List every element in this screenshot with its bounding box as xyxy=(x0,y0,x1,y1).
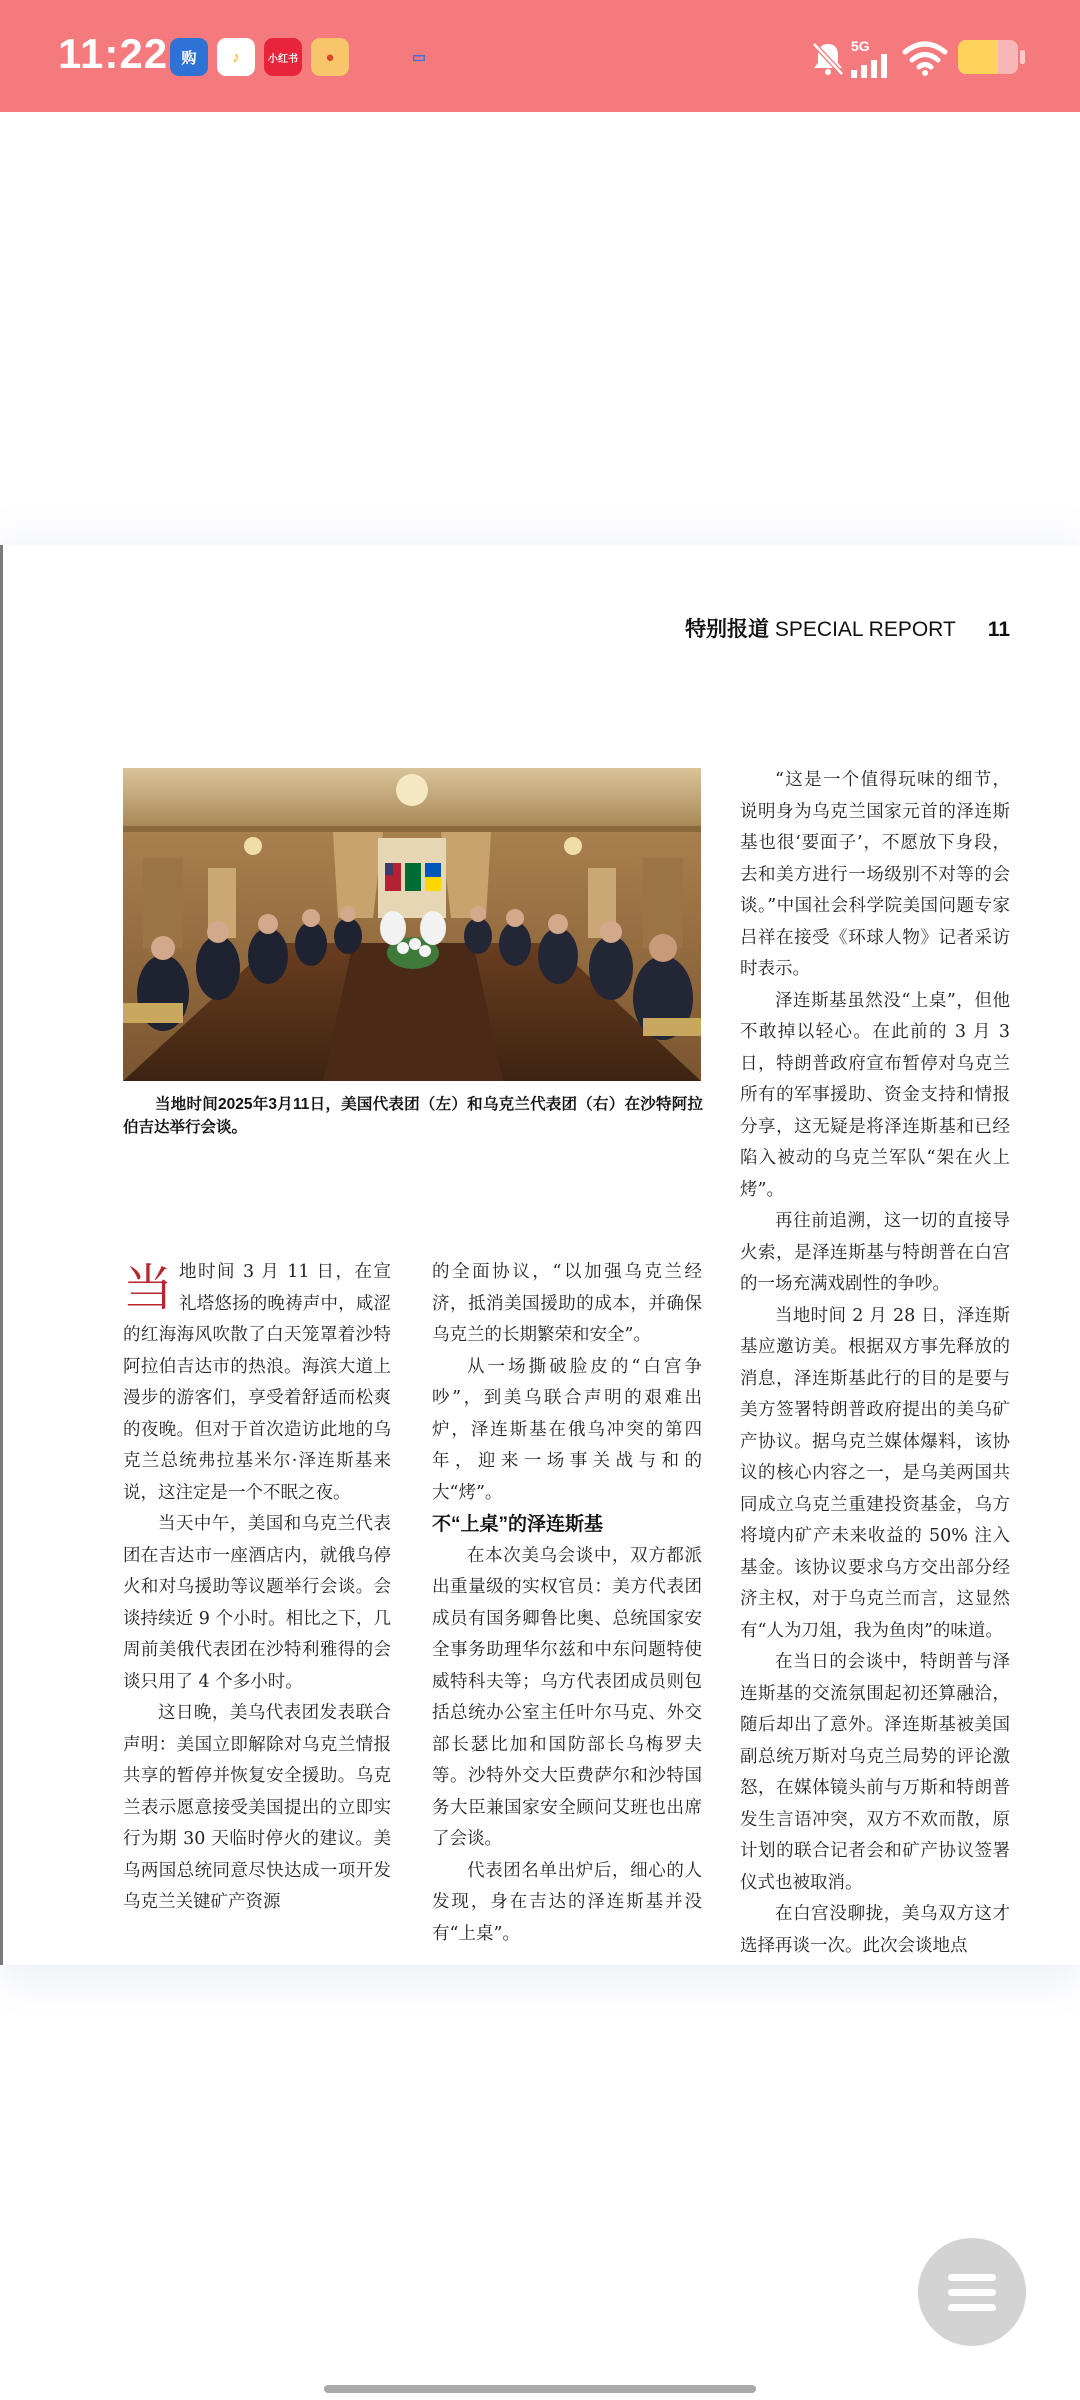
section-title: 特别报道 xyxy=(685,618,770,641)
menu-icon-line xyxy=(948,2274,996,2281)
page-header xyxy=(685,613,1010,643)
magazine-page xyxy=(0,545,1080,1965)
article-paragraph: 在白宫没聊拢，美乌双方这才选择再谈一次。此次会谈地点 xyxy=(740,1904,1010,1956)
article-paragraph: 的全面协议，“以加强乌克兰经济，抵消美国援助的成本，并确保乌克兰的长期繁荣和安全”。 xyxy=(432,1262,702,1345)
photo-caption: 当地时间2025年3月11日，美国代表团（左）和乌克兰代表团（右）在沙特阿拉伯吉达举行会谈。 xyxy=(123,1096,703,1136)
battery-tip xyxy=(1020,50,1025,64)
mute-bell-icon xyxy=(808,38,848,78)
dropcap: 当 xyxy=(123,1259,173,1317)
article-paragraph: 泽连斯基虽然没“上桌”，但他不敢掉以轻心。在此前的 3 月 3 日，特朗普政府宣布暂停对乌克兰所有的军事援助、资金支持和情报分享，这无疑是将泽连斯基和已经陷入被动的乌克兰军队“架在火上烤”。 xyxy=(740,990,1010,1200)
article-column-3 xyxy=(740,765,1010,1962)
gesture-nav-handle[interactable] xyxy=(324,2385,756,2393)
article-paragraph: 当天中午，美国和乌克兰代表团在吉达市一座酒店内，就俄乌停火和对乌援助等议题举行会谈。会谈持续近 9 个小时。相比之下，几周前美俄代表团在沙特利雅得的会谈只用了 4 个多小时。 xyxy=(123,1514,391,1692)
article-paragraph: 在当日的会谈中，特朗普与泽连斯基的交流氛围起初还算融洽，随后却出了意外。泽连斯基被美国副总统万斯对乌克兰局势的评论激怒，在媒体镜头前与万斯和特朗普发生言语冲突，双方不欢而散，原计划的联合记者会和矿产协议签署仪式也被取消。 xyxy=(740,1652,1010,1893)
wifi-icon xyxy=(902,40,948,76)
shopping-app-icon: 购 xyxy=(170,38,208,76)
battery-icon xyxy=(958,40,1018,74)
page-number: 11 xyxy=(987,618,1010,641)
article-paragraph: 在本次美乌会谈中，双方都派出重量级的实权官员：美方代表团成员有国务卿鲁比奥、总统国家安全事务助理华尔兹和中东问题特使威特科夫等；乌方代表团成员则包括总统办公室主任叶尔马克、外交部长瑟比加和国防部长乌梅罗夫等。沙特外交大臣费萨尔和沙特国务大臣兼国家安全顾问艾班也出席了会谈。 xyxy=(432,1545,702,1849)
article-paragraph: 当地时间 3 月 11 日，在宣礼塔悠扬的晚祷声中，咸涩的红海海风吹散了白天笼罩着沙特阿拉伯吉达市的热浪。海滨大道上漫步的游客们，享受着舒适而松爽的夜晚。但对于首次造访此地的乌克兰总统弗拉基米尔·泽连斯基来说，这注定是一个不眠之夜。 xyxy=(123,1259,391,1503)
section-title-en: SPECIAL REPORT xyxy=(769,618,956,641)
article-subheading: 不“上桌”的泽连斯基 xyxy=(432,1514,604,1535)
article-paragraph: 从一场撕破脸皮的“白宫争吵”，到美乌联合声明的艰难出炉，泽连斯基在俄乌冲突的第四年，迎来一场事关战与和的大“烤”。 xyxy=(432,1356,702,1503)
status-time: 11:22 xyxy=(58,30,169,77)
xianyu-app-icon: ♪ xyxy=(217,38,255,76)
menu-icon-line xyxy=(948,2304,996,2311)
menu-icon-line xyxy=(948,2289,996,2296)
floating-menu-button[interactable] xyxy=(918,2238,1026,2346)
page-edge xyxy=(0,545,3,1965)
network-type-label: 5G xyxy=(851,38,870,54)
article-paragraph: 当地时间 2 月 28 日，泽连斯基应邀访美。根据双方事先释放的消息，泽连斯基此行的目的是要与美方签署特朗普政府提出的美乌矿产协议。据乌克兰媒体爆料，该协议的核心内容之一，是乌美两国共同成立乌克兰重建投资基金，乌方将境内矿产未来收益的 50% 注入基金。该协议要求乌方交出部分经济主权，对于乌克兰而言，这显然有“人为刀俎，我为鱼肉”的味道。 xyxy=(740,1305,1010,1641)
signal-icon xyxy=(851,54,891,78)
xiaohongshu-app-icon: 小红书 xyxy=(264,38,302,76)
meeting-photo-illustration xyxy=(123,768,701,1081)
article-paragraph: “这是一个值得玩味的细节，说明身为乌克兰国家元首的泽连斯基也很‘要面子’，不愿放下身段，去和美方进行一场级别不对等的会谈。”中国社会科学院美国问题专家吕祥在接受《环球人物》记者采访时表示。 xyxy=(740,770,1010,979)
notification-app-icon: ▭ xyxy=(404,38,434,76)
article-paragraph: 代表团名单出炉后，细心的人发现，身在吉达的泽连斯基并没有“上桌”。 xyxy=(432,1860,702,1944)
game-app-icon: ● xyxy=(311,38,349,76)
status-bar xyxy=(0,0,1080,112)
article-column-2 xyxy=(432,1257,702,1950)
article-paragraph: 这日晚，美乌代表团发表联合声明：美国立即解除对乌克兰情报共享的暂停并恢复安全援助。乌克兰表示愿意接受美国提出的立即实行为期 30 天临时停火的建议。美乌两国总统同意尽快达成一项开发乌克兰关键矿产资源 xyxy=(123,1703,391,1912)
article-paragraph: 再往前追溯，这一切的直接导火索，是泽连斯基与特朗普在白宫的一场充满戏剧性的争吵。 xyxy=(740,1211,1010,1294)
meeting-photo xyxy=(123,768,701,1081)
article-column-1 xyxy=(123,1257,391,1919)
